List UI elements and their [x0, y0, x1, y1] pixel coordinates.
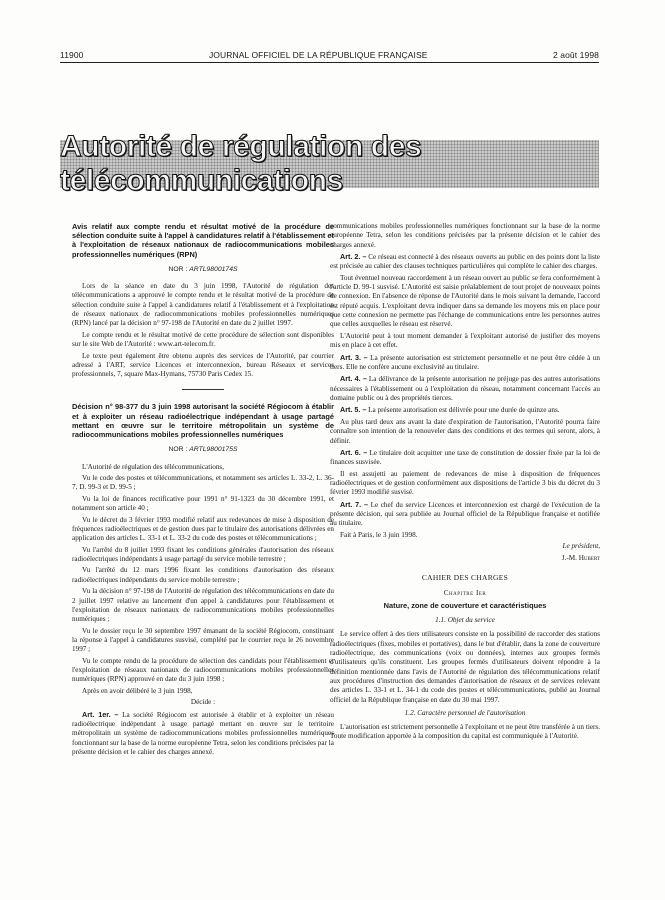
visa: Vu le décret du 3 février 1993 modifié relatif aux redevances de mise à disposition de fréquences radioélectriques et de gestion dues par le titulaire des autorisations délivrées en application des articles L. 33-1 et L. 33-2 du code des postes et télécommunications ; — [72, 515, 334, 543]
visa: Vu le compte rendu de la procédure de sélection des candidats pour l'établissement et l'exploitation de réseaux nationaux de radiocommunications mobiles professionnelles numériques (RPN) approuvé en date du 3 juin 1998 ; — [72, 656, 334, 684]
visa: Vu l'arrêté du 8 juillet 1993 fixant les conditions générales d'autorisation des réseaux radioélectriques indépendants à usage partagé du service mobile terrestre ; — [72, 545, 334, 563]
article-1 — [72, 710, 334, 757]
visa: Vu le dossier reçu le 30 septembre 1997 émanant de la société Régiocom, constituant la réponse à l'appel à candidatures susvisé, complété par le courrier reçu le 26 novembre 1997 ; — [72, 626, 334, 654]
banner-title: Autorité de régulation des télécommunications — [60, 130, 422, 197]
article-text: Le chef du service Licences et interconnexion est chargé de l'exécution de la présente décision, qui sera publiée au Journal officiel de la République française et notifiée au titulaire. — [330, 500, 600, 528]
chapter-title: Nature, zone de couverture et caractéristiques — [383, 600, 547, 610]
article-label: Art. 3. – — [340, 352, 368, 362]
right-column — [330, 222, 600, 888]
article-label: Art. 2. – — [340, 252, 367, 262]
article-label: Art. 4. – — [340, 374, 367, 384]
section-1-2-title: 1.2. Caractère personnel de l'autorisation — [404, 708, 526, 717]
article-label: Art. 5. – — [340, 405, 367, 415]
journal-title: JOURNAL OFFICIEL DE LA RÉPUBLIQUE FRANÇAISE — [208, 50, 428, 60]
avis-nor-label: NOR : — [168, 265, 190, 273]
decision-title: Décision n° 98-377 du 3 juin 1998 autorisant la société Régiocom à établir et à exploiter un réseau radioélectrique indépendant à usage partagé mettant en œuvre sur le territoire métropolitain un système de radiocommunications mobiles professionnelles numériques — [72, 402, 334, 440]
left-column — [72, 222, 334, 888]
visa: Vu l'arrêté du 12 mars 1996 fixant les conditions d'autorisation des réseaux radioélectriques indépendants du service mobile terrestre ; — [72, 566, 334, 584]
done-at: Fait à Paris, le 3 juin 1998. — [340, 530, 418, 539]
page-header — [60, 50, 599, 60]
decision-nor-label: NOR : — [168, 446, 190, 454]
page-number: 11900 — [60, 50, 84, 60]
avis-paragraph: Lors de la séance en date du 3 juin 1998, l'Autorité de régulation des télécommunications a approuvé le compte rendu et le résultat motivé de la procédure de sélection conduite suite à l'appel à candidatures relatif à l'établissement et à l'exploitation de réseaux nationaux de radiocommunications mobiles professionnelles numériques (RPN) lancé par la décision n° 97-198 de l'Autorité en date du 2 juillet 1997. — [72, 282, 334, 328]
cahier-heading: CAHIER DES CHARGES — [421, 573, 509, 583]
article-text: La présente autorisation est strictement personnelle et ne peut être cédée à un tiers. Elle ne confère aucune exclusivité au titulaire. — [330, 353, 600, 371]
chapter-heading: Chapitre Ier — [443, 588, 487, 597]
article-paragraph: Au plus tard deux ans avant la date d'expiration de l'autorisation, l'Autorité pourra faire connaître son intention de la renouveler dans des conditions et des termes qui seront, alors, à définir. — [330, 417, 600, 445]
article-1-label: Art. 1er. – — [82, 709, 119, 719]
signature-title: Le président, — [562, 542, 600, 551]
article-7 — [330, 500, 600, 529]
separator — [182, 389, 224, 390]
decision-intro: L'Autorité de régulation des télécommunications, — [82, 462, 225, 471]
article-1-text: La société Régiocom est autorisée à établir et à exploiter un réseau radioélectrique indépendant à usage partagé mettant en œuvre sur le territoire métropolitain un système de radiocommunications mobiles professionnelles numériques fonctionnant sur la base de la norme européenne Tetra, selon les conditions précisées par la présente décision et le cahier des charges annexé. — [72, 710, 334, 756]
avis-paragraph: Le texte peut également être obtenu auprès des services de l'Autorité, par courrier adressé à l'ART, service Licences et interconnexion, bureau Réseaux et services professionnels, 7, square Max-Hymans, 75730 Paris Cedex 15. — [72, 351, 334, 379]
avis-paragraph: Le compte rendu et le résultat motivé de cette procédure de sélection sont disponibles sur le site Web de l'Autorité : www.art-telecom.fr. — [72, 330, 334, 349]
avis-title: Avis relatif aux compte rendu et résultat motivé de la procédure de sélection conduite suite à l'appel à candidatures relatif à l'établissement et à l'exploitation de réseaux nationaux de radiocommunications mobiles professionnelles numériques (RPN) — [72, 222, 334, 259]
article-1-continued: communications mobiles professionnelles numériques fonctionnant sur la base de la norme européenne Tetra, selon les conditions précisées par la présente décision et le cahier des charges annexé. — [330, 222, 600, 249]
section-1-1-text: Le service offert à des tiers utilisateurs consiste en la possibilité de raccorder des stations radioélectriques (fixes, mobiles et portatives), dans le but d'établir, dans la zone de couverture radioélectrique, des communications (voix ou données), internes aux groupes fermés d'utilisateurs qu'ils constituent. Les groupes fermés d'utilisateurs doivent répondre à la définition mentionnée dans l'avis de l'Autorité de régulation des télécommunications relatif aux procédures d'instruction des demandes d'autorisation de réseaux et de services relevant des articles L. 33-1 et L. 34-1 du code des postes et télécommunications, publié au Journal officiel de la République française en date du 30 mai 1997. — [330, 630, 600, 704]
article-3 — [330, 353, 600, 373]
decision-nor — [72, 445, 334, 454]
article-label: Art. 7. – — [340, 499, 368, 509]
article-5 — [330, 405, 600, 415]
article-text: Le titulaire doit acquitter une taxe de constitution de dossier fixée par la loi de finances susvisée. — [330, 449, 600, 467]
article-text: Ce réseau est connecté à des réseaux ouverts au public en des points dont la liste est précisée au cahier des clauses techniques particulières qui complète le cahier des charges. — [330, 253, 600, 271]
signature-name: J.-M. Hubert — [561, 553, 600, 562]
article-2 — [330, 252, 600, 272]
decide: Décide : — [190, 698, 216, 707]
visa: Vu le code des postes et télécommunications, et notamment ses articles L. 33-2, L. 36-7, D. 99-3 et D. 99-5 ; — [72, 474, 334, 492]
section-banner — [60, 130, 599, 197]
visa: Après en avoir délibéré le 3 juin 1998, — [82, 686, 193, 695]
article-label: Art. 6. – — [340, 448, 368, 458]
visa: Vu la décision n° 97-198 de l'Autorité de régulation des télécommunications en date du 2 juillet 1997 relative au lancement d'un appel à candidatures pour l'établissement et l'exploitation de réseaux nationaux de radiocommunications mobiles professionnelles numériques ; — [72, 587, 334, 624]
article-paragraph: L'Autorité peut à tout moment demander à l'exploitant autorisé de justifier des moyens mis en place à cet effet. — [330, 331, 600, 350]
visa: Vu la loi de finances rectificative pour 1991 n° 91-1323 du 30 décembre 1991, et notamment son article 40 ; — [72, 494, 334, 513]
section-1-2-text: L'autorisation est strictement personnelle à l'exploitant et ne peut être transférée à un tiers. Toute modification apportée à la composition du capital est communiquée à l'Autorité. — [330, 723, 600, 741]
article-text: La présente autorisation est délivrée pour une durée de quinze ans. — [368, 406, 560, 415]
article-text: La délivrance de la présente autorisation ne préjuge pas des autres autorisations nécessaires à l'établissement ou à l'exploitation du réseau, notamment concernant l'accès au domaine public ou à des propriétés tierces. — [330, 375, 600, 402]
article-4 — [330, 374, 600, 403]
avis-nor-code: ARTL9800174S — [189, 265, 238, 273]
section-1-1-title: 1.1. Objet du service — [435, 616, 495, 625]
decision-nor-code: ARTL9800175S — [189, 446, 238, 454]
article-6 — [330, 448, 600, 468]
article-paragraph: Tout éventuel nouveau raccordement à un réseau ouvert au public se fera conformément à l'article D. 99-1 susvisé. L'Autorité est saisie préalablement de tout projet de nouveaux points de connexion. En l'absence de réponse de l'Autorité dans le mois suivant la demande, l'accord est réputé acquis. L'exploitant devra indiquer dans sa demande les moyens mis en place pour que cette connexion ne permette pas l'échange de communications entre les personnes autres que celles auxquelles le réseau est réservé. — [330, 273, 600, 329]
issue-date: 2 août 1998 — [552, 50, 599, 60]
article-paragraph: Il est assujetti au paiement de redevances de mise à disposition de fréquences radioélectriques et de gestion conformément aux dispositions de l'article 3 bis du décret du 3 février 1993 modifié susvisé. — [330, 469, 600, 497]
avis-nor — [72, 265, 334, 274]
header-rule — [60, 62, 599, 63]
